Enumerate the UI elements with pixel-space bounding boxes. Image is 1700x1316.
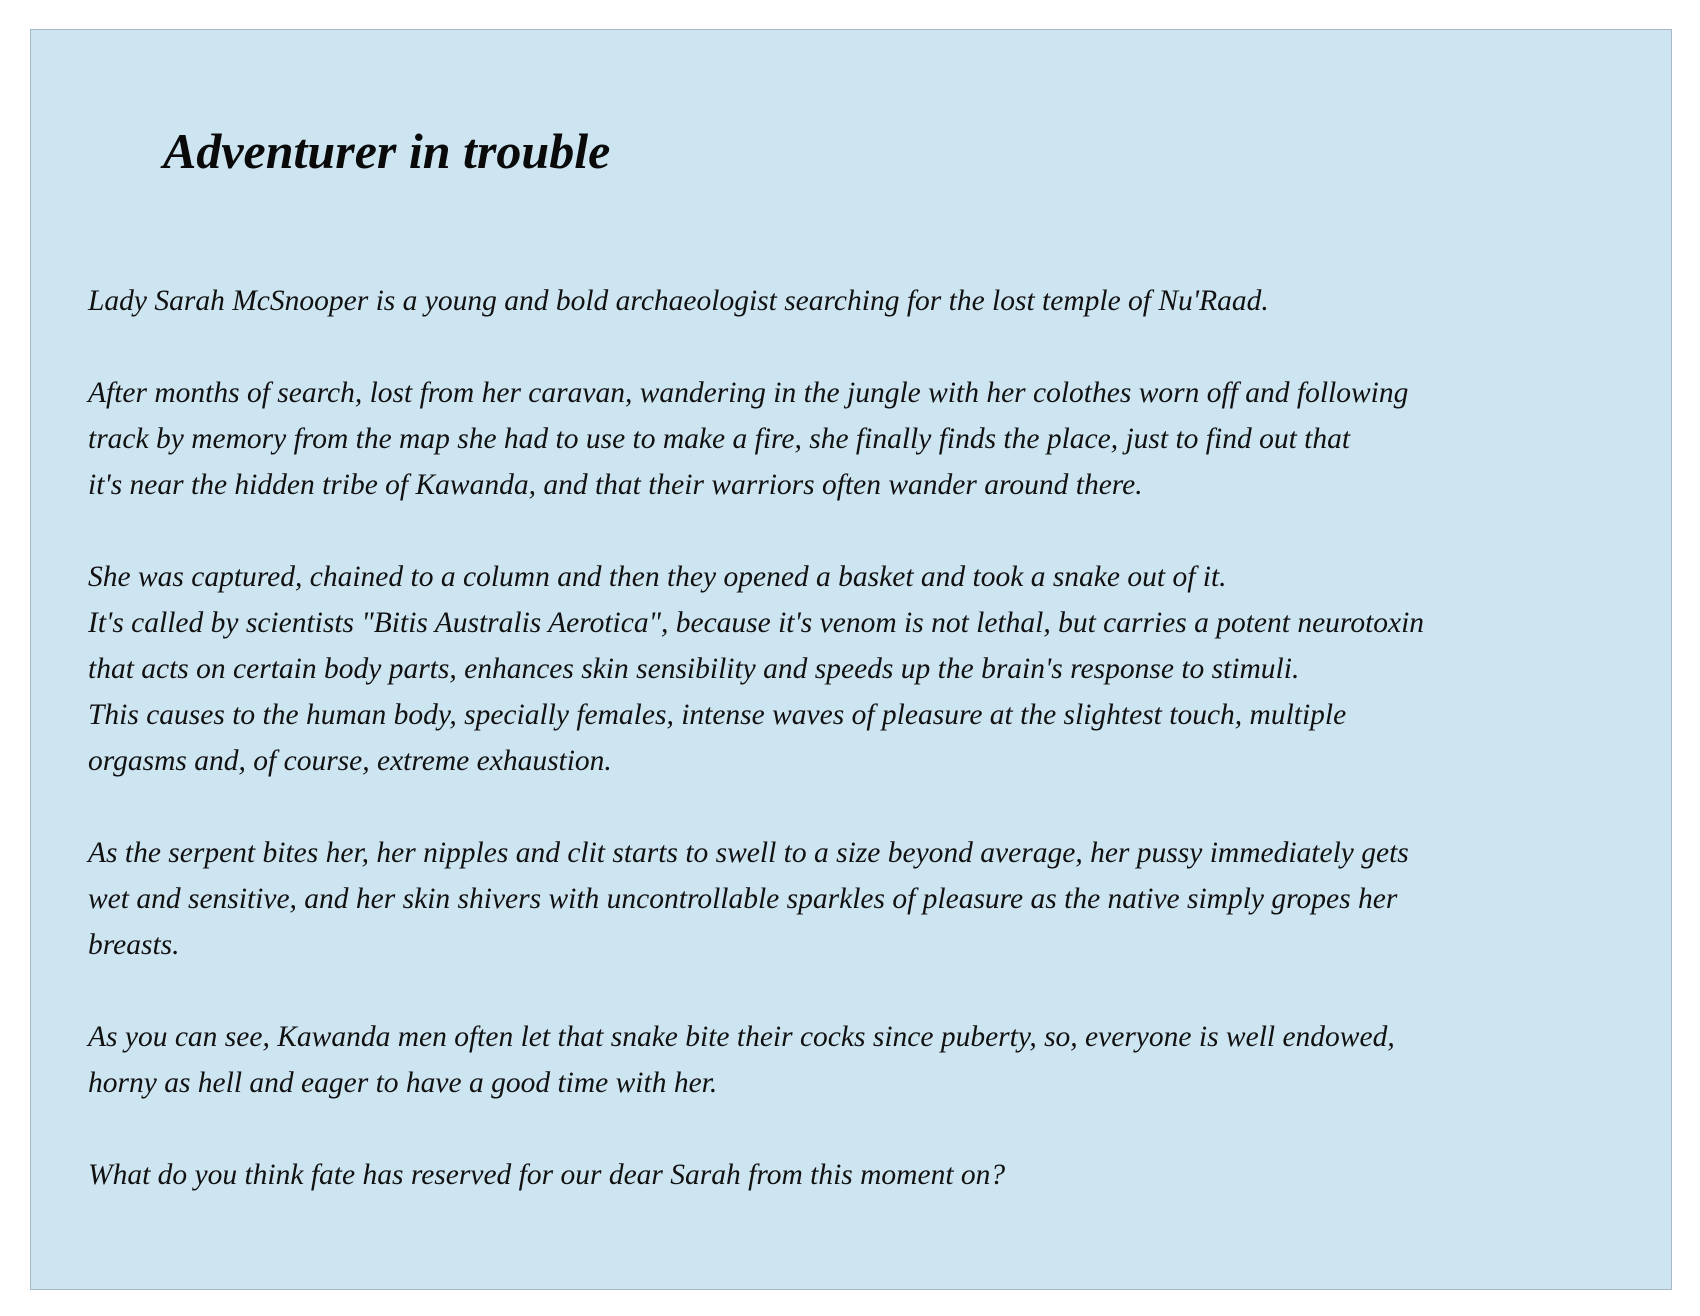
page-title: Adventurer in trouble [163, 123, 611, 179]
paragraph-line: that acts on certain body parts, enhances skin sensibility and speeds up the brain's response to stimuli. [88, 653, 1300, 685]
story-paragraph [88, 554, 1424, 784]
paragraph-line: After months of search, lost from her caravan, wandering in the jungle with her colothes worn off and following [88, 377, 1409, 409]
story-body [88, 278, 1424, 1244]
paragraph-line: This causes to the human body, specially females, intense waves of pleasure at the slightest touch, multiple [88, 699, 1347, 731]
paragraph-line: horny as hell and eager to have a good time with her. [88, 1067, 718, 1099]
document-page [30, 29, 1672, 1290]
paragraph-line: track by memory from the map she had to use to make a fire, she finally finds the place, just to find out that [88, 423, 1351, 455]
paragraph-line: She was captured, chained to a column and then they opened a basket and took a snake out of it. [88, 561, 1227, 593]
story-paragraph [88, 278, 1424, 324]
paragraph-line: it's near the hidden tribe of Kawanda, and that their warriors often wander around there. [88, 469, 1143, 501]
paragraph-line: breasts. [88, 929, 180, 961]
story-paragraph [88, 370, 1424, 508]
paragraph-line: wet and sensitive, and her skin shivers with uncontrollable sparkles of pleasure as the native simply gropes her [88, 883, 1398, 915]
paragraph-line: What do you think fate has reserved for our dear Sarah from this moment on? [88, 1159, 1006, 1191]
paragraph-line: orgasms and, of course, extreme exhaustion. [88, 745, 612, 777]
story-paragraph [88, 830, 1424, 968]
paragraph-line: As the serpent bites her, her nipples and clit starts to swell to a size beyond average, her pussy immediately gets [88, 837, 1409, 869]
paragraph-line: It's called by scientists "Bitis Australis Aerotica", because it's venom is not lethal, but carries a potent neurotoxin [88, 607, 1425, 639]
story-paragraph [88, 1152, 1424, 1198]
story-paragraph [88, 1014, 1424, 1106]
paragraph-line: As you can see, Kawanda men often let that snake bite their cocks since puberty, so, everyone is well endowed, [88, 1021, 1395, 1053]
paragraph-line: Lady Sarah McSnooper is a young and bold archaeologist searching for the lost temple of Nu'Raad. [88, 285, 1269, 317]
